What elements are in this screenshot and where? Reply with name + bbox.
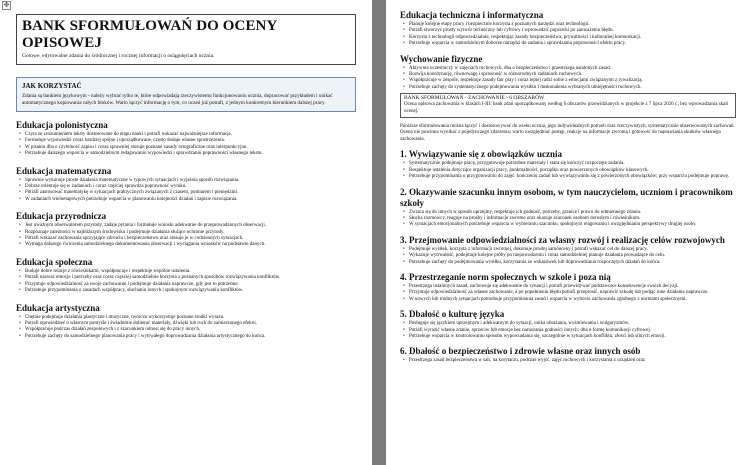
hint-text: Zdania są bankiem językowym - należy wybrać tylko te, które odpowiadają rzeczywistemu funkcjonowaniu ucznia, dopracować przykładem i unikać automatycznego kopiowania całych bloków. Warto łączyć informację o tym, co uczeń już potrafi, z jednym konkretnym kierunkiem dalszej pracy. [22, 93, 333, 106]
title-box [16, 14, 356, 65]
section [400, 187, 736, 229]
document-page-left [0, 0, 372, 465]
bullet-list [400, 247, 736, 266]
list-item: • Potrafi nazwać emocje i potrzeby oraz coraz częściej samodzielnie korzysta z poznanych sposobów rozwiązywania konfliktów. [25, 275, 356, 281]
list-item: • Czyta ze zrozumieniem teksty dostosowane do etapu nauki i potrafi wskazać najważniejsze informacje. [25, 132, 356, 138]
list-item: • Korzysta z technologii odpowiedzialnie, respektując zasady bezpieczeństwa, prywatności i kulturalnej komunikacji. [409, 35, 736, 41]
table-move-handle-icon[interactable]: ✥ [3, 1, 10, 9]
list-item: • Potrzebuje wsparcia w samodzielnym doborze narzędzi do zadania i sprawdzaniu poprawności efektu pracy. [409, 41, 736, 47]
section-heading: 4. Przestrzeganie norm społecznych w szkole i poza nią [400, 271, 611, 282]
behavior-bank-text: Ocena opisowa zachowania w klasach I-III: bank zdań uporządkowany według 6 obszarów przewidzianych w projekcie z 7 lipca 2026 r.; bez wprowadzania skali ocenej. [404, 102, 729, 114]
list-item: • Jest uważnym obserwatorem przyrody, zadaje pytania i formułuje wnioski adekwatne do przeprowadzonych obserwacji. [25, 223, 356, 229]
list-item: • Potrafi zastosować matematykę w sytuacjach praktycznych związanych z czasem, pomiarem i pieniędzmi. [25, 190, 356, 196]
list-item: • Posługuje się językiem uprzejmym i adekwatnym do sytuacji, unika obrażania, wyśmiewania i wulgaryzmów. [409, 321, 736, 327]
list-item: • Buduje dobre relacje z rówieśnikami, współpracuje i respektuje wspólne ustalenia. [25, 269, 356, 275]
list-item: • Potrafi stworzyć prosty wytwór techniczny lub cyfrowy i wprowadzić poprawki po zauważeniu błędu. [409, 28, 736, 34]
behavior-intro: Poniższe sformułowania można łączyć i dostosowywać do wieku ucznia, jego indywidualnych potrzeb oraz rzeczywistych, systematycznie obserwowanych zachowań. Ocena nie powinna wynikać z pojedynczego zdarzenia; warto uwzględniać postęp, reakcje na informacje zwrotną i gotowość do naprawiania skutków własnego zachowania. [400, 124, 735, 142]
hint-title: JAK KORZYSTAĆ [22, 82, 82, 90]
list-item: • Formułuje wypowiedzi coraz bardziej spójne i uporządkowane, często dodaje własne spostrzeżenia. [25, 138, 356, 144]
bullet-list [400, 66, 736, 92]
section [400, 10, 736, 48]
bullet-list [400, 210, 736, 229]
list-item: • Współpracuje podczas działań zespołowych i z szacunkiem odnosi się do pracy innych. [25, 327, 356, 333]
list-item: • Aktywnie uczestniczy w zajęciach ruchowych, dba o bezpieczeństwo i przestrzega ustalonych zasad. [409, 66, 736, 72]
section [16, 166, 356, 204]
list-item: • Potrzebuje przypominania o przygotowaniu do zajęć, kończeniu zadań lub wywiązywaniu się z powierzonych obowiązków; przy wsparciu podejmuje poprawę. [409, 174, 736, 180]
section-heading: 5. Dbałość o kulturę języka [400, 309, 505, 320]
list-item: • W sytuacjach emocjonalnych potrzebuje wsparcia w wybieraniu szacunku, spokojnym reagowaniu i uwzględnianiu perspektywy drugiej osoby. [409, 222, 736, 228]
section-heading: 3. Przejmowanie odpowiedzialności za własny rozwój i realizację celów rozwojowych [400, 234, 725, 245]
bullet-list [16, 269, 356, 295]
list-item: • Planuje kolejne etapy pracy i bezpiecznie korzysta z poznanych narzędzi oraz technologii. [409, 22, 736, 28]
list-item: • Przyjmuje odpowiedzialność za własne zachowanie, a po popełnieniu błędu potrafi przeprosić, naprawić szkodę lub podjąć inne działanie naprawcze. [409, 290, 736, 296]
usage-hint-box [16, 77, 356, 112]
list-item: • Potrzebuje zachęty do samodzielnego planowania pracy i wytrwałego doprowadzania działania artystycznego do końca. [25, 334, 356, 340]
list-item: • Współpracuje w zespole, respektuje zasady fair play i coraz lepiej radzi sobie z emocjami związanymi z rywalizacją. [409, 78, 736, 84]
left-sections [16, 120, 356, 340]
page-title: BANK SFORMUŁOWAŃ DO OCENY OPISOWEJ [22, 18, 277, 51]
list-item: • Wymaga dalszego ćwiczenia samodzielnego dokumentowania obserwacji i wyciągania wniosków na podstawie danych. [25, 242, 356, 248]
section-heading: Edukacja przyrodnicza [16, 211, 107, 222]
list-item: • Wykazuje wytrwałość, podejmuje kolejne próby po niepowodzeniu i coraz samodzielniej planuje działania prowadzące do celu. [409, 253, 736, 259]
right-top-sections [400, 10, 736, 91]
list-item: • Podejmuje wysiłek, korzysta z informacji zwrotnej, dokonuje prostej samooceny i potrafi wskazać cel do dalszej pracy. [409, 247, 736, 253]
list-item: • Potrzebuje przypominania o zasadach współpracy, słuchaniu innych i spokojnym rozwiązywaniu konfliktów. [25, 288, 356, 294]
section [400, 346, 736, 364]
section-heading: 1. Wywiązywanie się z obowiązków ucznia [400, 149, 562, 160]
section-heading: Edukacja artystyczna [16, 302, 100, 313]
list-item: • Przyjmuje odpowiedzialność za swoje zachowanie i podejmuje działania naprawcze, gdy jest to potrzebne. [25, 282, 356, 288]
section-heading: 6. Dbałość o bezpieczeństwo i zdrowie własne oraz innych osób [400, 346, 641, 357]
behavior-bank-box [400, 93, 736, 118]
section [400, 309, 736, 340]
section-heading: Edukacja polonistyczna [16, 120, 108, 130]
page-subtitle: Gotowe, edytowalne zdania do śródrocznej i rocznej informacji o osiągnięciach ucznia. [22, 53, 215, 59]
section-heading: Edukacja społeczna [16, 256, 93, 267]
bullet-list [16, 132, 356, 158]
section [16, 120, 356, 158]
list-item: • Przestrzega ustalonych zasad, zachowuje się adekwatnie do sytuacji i potrafi przewidywać podstawowe konsekwencje swoich decyzji. [409, 284, 736, 290]
behavior-bank-title: BANK SFORMUŁOWAŃ - ZACHOWANIE - 6 OBSZARÓW [404, 95, 545, 102]
bullet-list [16, 178, 356, 204]
section [16, 303, 356, 341]
bullet-list [400, 358, 736, 364]
list-item: • Przestrzega zasad bezpieczeństwa w sali, na korytarzu, podczas wyjść, zajęć ruchowych i korzystania z urządzeń oraz [409, 358, 736, 364]
section [400, 272, 736, 303]
bullet-list [16, 223, 356, 249]
list-item: • Potrzebuje zachęty do podejmowania wysiłku, korzystania ze wskazówek lub doprowadzania rozpoczętych działań do końca. [409, 260, 736, 266]
list-item: • Systematycznie podejmuje pracę, przygotowuje potrzebne materiały i stara się kończyć rozpoczęte zadania. [409, 161, 736, 167]
list-item: • Rozwija koordynację, równowagę i sprawność w różnorodnych zadaniach ruchowych. [409, 72, 736, 78]
list-item: • W pisaniu dba o czytelność zapisu i coraz sprawniej stosuje poznane zasady ortograficzne oraz interpunkcyjne. [25, 145, 356, 151]
list-item: • Słucha rozmówcy, reaguje na prośby i informacje zwrotne oraz okazuje szacunek osobom dorosłym i rówieśnikom. [409, 216, 736, 222]
list-item: • Potrafi wyrazić własne zdanie, sprzeciw lub emocje bez naruszania godności innych; dba o formę komunikacji cyfrowej. [409, 328, 736, 334]
behavior-sections [400, 149, 736, 365]
section [16, 211, 356, 249]
list-item: • Potrafi opowiedzieć o własnym pomyśle i świadomie dobierać materiały, dźwięki lub ruch do zamierzonego efektu. [25, 321, 356, 327]
document-page-right [386, 0, 750, 465]
section-heading: Edukacja techniczna i informatyczna [400, 10, 544, 20]
list-item: • Dobrze orientuje się w zadaniach i coraz częściej sprawdza poprawność wyniku. [25, 184, 356, 190]
section-heading: 2. Okazywanie szacunku innym osobom, w tym nauczycielom, uczniom i pracownikom szkoły [400, 186, 733, 208]
list-item: • Respektuje ustalenia dotyczące organizacji pracy, punktualności, porządku oraz powierzonych obowiązków klasowych. [409, 168, 736, 174]
list-item: • Potrzebuje zachęty do systematycznego podejmowania wysiłku i doskonalenia wybranych umiejętności ruchowych. [409, 85, 736, 91]
section [400, 54, 736, 92]
section [16, 257, 356, 295]
list-item: • Sprawnie wykonuje proste działania matematyczne w typowych sytuacjach i wyjaśnia sposób rozwiązania. [25, 178, 356, 184]
section-heading: Wychowanie fizyczne [400, 53, 483, 64]
section [400, 149, 736, 180]
bullet-list [16, 315, 356, 341]
list-item: • Chętnie podejmuje działania plastyczne i muzyczne, twórczo wykorzystuje poznane środki wyrazu. [25, 315, 356, 321]
list-item: • Potrafi wskazać zachowania sprzyjające zdrowiu i bezpieczeństwu oraz stosuje je w codziennych sytuacjach. [25, 236, 356, 242]
bullet-list [400, 161, 736, 180]
list-item: • W nowych lub trudnych sytuacjach potrzebuje przypominania zasad i wsparcia w wyborze zachowania zgodnego z normami społecznymi. [409, 297, 736, 303]
section-heading: Edukacja matematyczna [16, 165, 112, 176]
list-item: • Zwraca się do innych w sposób uprzejmy, respektuje ich godność, potrzeby, granice i prawo do odmiennego zdania. [409, 210, 736, 216]
list-item: • Rozpoznaje zależności w najbliższym środowisku i podejmuje działania służące ochronie przyrody. [25, 230, 356, 236]
list-item: • Potrzebuje wsparcia w kontrolowaniu sposobu wypowiadania się, szczególnie w sytuacjach konfliktu, złości lub silnych emocji. [409, 334, 736, 340]
bullet-list [400, 321, 736, 340]
bullet-list [400, 284, 736, 303]
bullet-list [400, 22, 736, 48]
list-item: • W zadaniach wieloetapowych potrzebuje wsparcia w planowaniu kolejności działań i zapisie rozwiązania. [25, 197, 356, 203]
section [400, 235, 736, 266]
list-item: • Potrzebuje dalszego wsparcia w samodzielnym redagowaniu wypowiedzi i sprawdzaniu poprawności własnego tekstu. [25, 151, 356, 157]
